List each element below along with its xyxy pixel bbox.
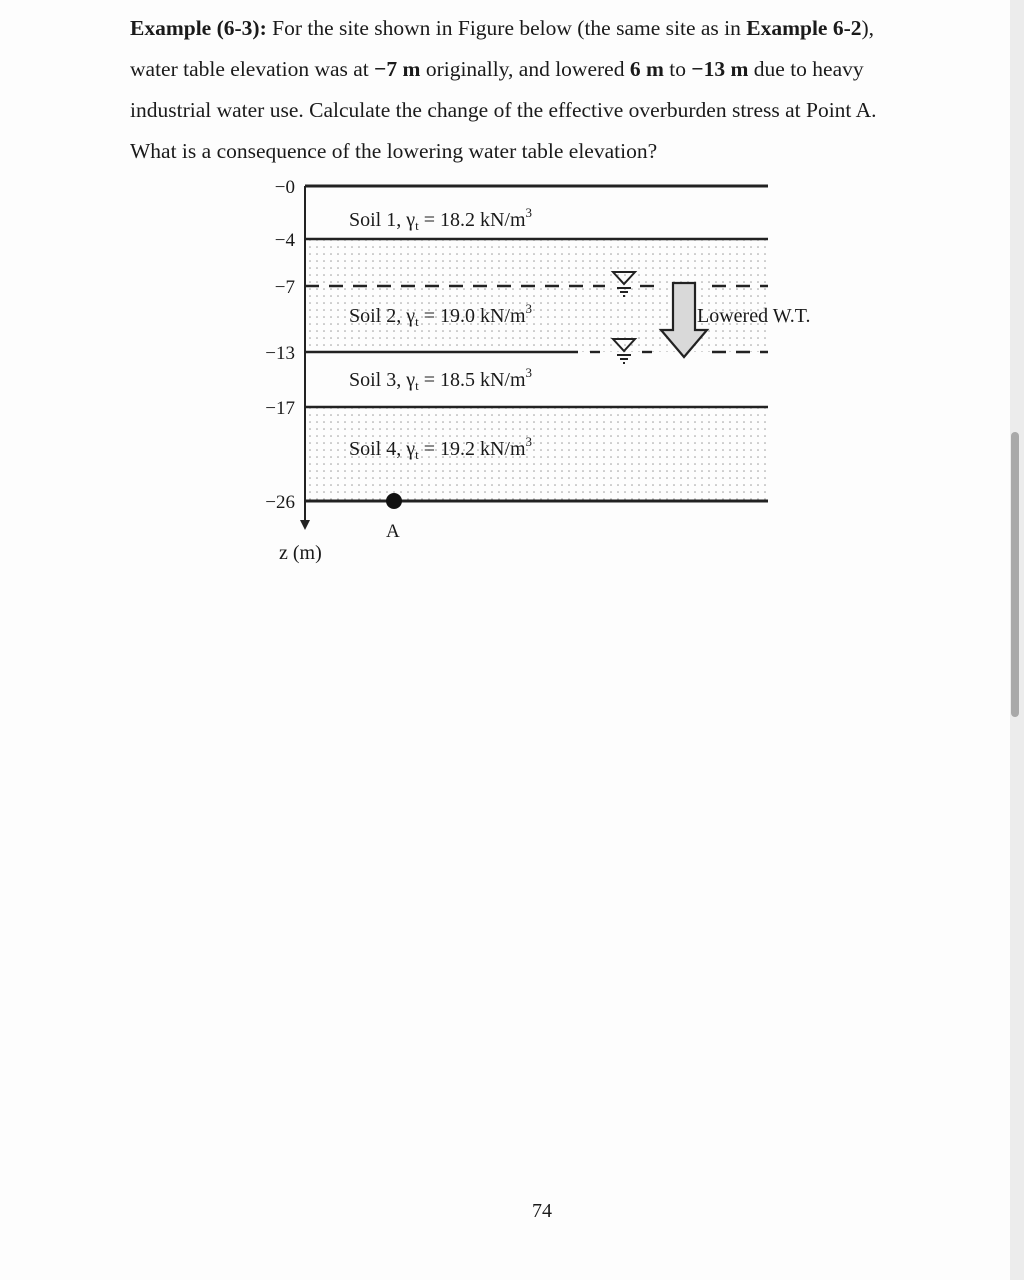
soil-profile-figure	[0, 0, 1010, 600]
problem-line-2: water table elevation was at −7 m originally, and lowered 6 m to −13 m due to heavy	[130, 57, 864, 81]
depth-axis-label: z (m)	[279, 542, 322, 564]
layer-label-soil-3: Soil 3, $\gamma_t = 18.5$ $kN/m^3$	[349, 365, 533, 393]
scrollbar-thumb[interactable]	[1011, 432, 1019, 717]
depth-label: −17	[265, 398, 295, 419]
point-a-marker	[386, 493, 402, 509]
page-number: 74	[532, 1200, 552, 1222]
layer-label-soil-4: Soil 4, $\gamma_t = 19.2$ $kN/m^3$	[349, 434, 533, 462]
depth-label: −0	[274, 177, 295, 198]
problem-line-1: Example (6-3): For the site shown in Figure below (the same site as in Example 6-2),	[130, 16, 875, 40]
problem-line-3: industrial water use. Calculate the change of the effective overburden stress at Point A.	[130, 98, 877, 122]
problem-line-4: What is a consequence of the lowering water table elevation?	[130, 139, 658, 163]
depth-axis-arrow-icon	[300, 520, 310, 530]
depth-label: −7	[274, 277, 295, 298]
point-a-label: A	[386, 521, 400, 542]
depth-label: −4	[274, 230, 295, 251]
example-label: Example (6-3):	[130, 16, 267, 40]
depth-label: −26	[265, 492, 295, 513]
depth-label: −13	[265, 343, 295, 364]
layer-label-soil-2: Soil 2, $\gamma_t = 19.0$ $kN/m^3$	[349, 301, 533, 329]
lowered-wt-label: Lowered W.T.	[697, 305, 811, 327]
layer-label-soil-1: Soil 1, $\gamma_t = 18.2$ $kN/m^3$	[349, 205, 533, 233]
